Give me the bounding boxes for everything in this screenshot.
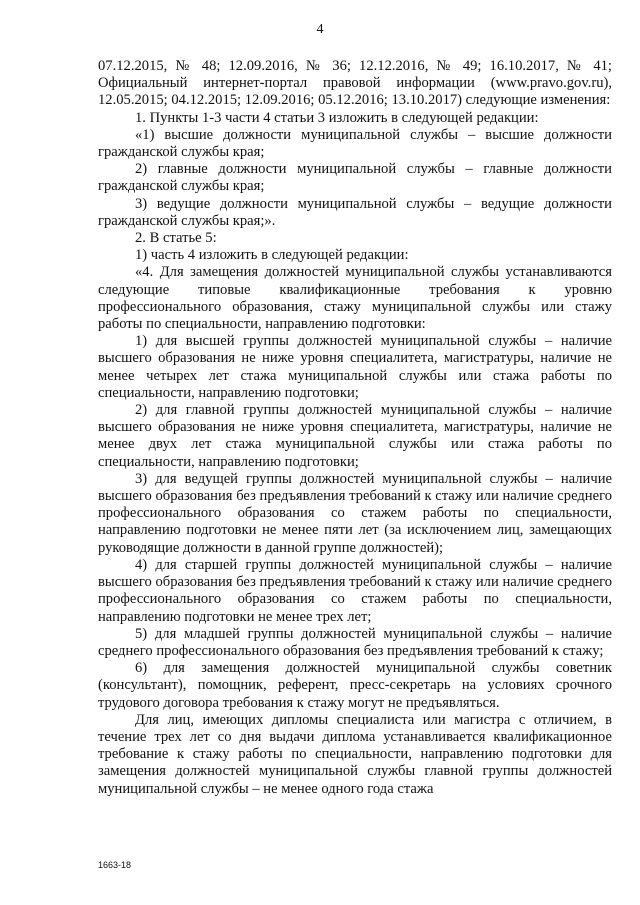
page-number: 4 <box>316 22 324 37</box>
paragraph: 1) часть 4 изложить в следующей редакции: <box>135 247 409 264</box>
paragraph: 07.12.2015, № 48; 12.09.2016, № 36; 12.12.2016, № 49; 16.10.2017, № 41; Официальный интернет-портал правовой информации (www.pravo.gov.ru), 12.05.2015; 04.12.2015; 12.09.2016; 05.12.2016; 13.10.2017) следующие изменения: <box>98 58 612 109</box>
paragraph: 4) для старшей группы должностей муниципальной службы – наличие высшего образования без предъявления требований к стажу или наличие среднего профессионального образования со стажем работы по специальности, направлению подготовки не менее трех лет; <box>98 556 612 625</box>
paragraph: 2) главные должности муниципальной службы – главные должности гражданской службы края; <box>98 161 612 195</box>
paragraph: 3) для ведущей группы должностей муниципальной службы – наличие высшего образования без предъявления требований к стажу или наличие среднего профессионального образования со стажем работы по специальности, направлению подготовки не менее пяти лет (за исключением лиц, замещающих руководящие должности в данной группе должностей); <box>98 470 612 556</box>
paragraph: 1) для высшей группы должностей муниципальной службы – наличие высшего образования не ниже уровня специалитета, магистратуры, наличие не менее четырех лет стажа муниципальной службы или стажа работы по специальности, направлению подготовки; <box>98 333 612 401</box>
document-body <box>98 58 612 798</box>
paragraph: 3) ведущие должности муниципальной службы – ведущие должности гражданской службы края;». <box>98 195 612 229</box>
paragraph: Для лиц, имеющих дипломы специалиста или магистра с отличием, в течение трех лет со дня выдачи диплома устанавливается квалификационное требование к стажу работы по специальности, направлению подготовки для замещения должностей муниципальной службы главной группы должностей муниципальной службы – не менее одного года стажа <box>98 711 612 797</box>
paragraph: 6) для замещения должностей муниципальной службы советник (консультант), помощник, референт, пресс-секретарь на условиях срочного трудового договора требования к стажу могут не предъявляться. <box>98 660 612 711</box>
paragraph: 1. Пункты 1-3 части 4 статьи 3 изложить в следующей редакции: <box>135 109 539 126</box>
paragraph: 2. В статье 5: <box>135 230 217 247</box>
paragraph: «4. Для замещения должностей муниципальной службы устанавливаются следующие типовые квалификационные требования к уровню профессионального образования, стажу муниципальной службы или стажу работы по специальности, направлению подготовки: <box>98 264 612 333</box>
paragraph: 5) для младшей группы должностей муниципальной службы – наличие среднего профессионального образования без предъявления требований к стажу; <box>98 625 612 659</box>
footer-document-code: 1663-18 <box>98 860 132 870</box>
paragraph: 2) для главной группы должностей муниципальной службы – наличие высшего образования не ниже уровня специалитета, магистратуры, наличие не менее двух лет стажа муниципальной службы или стажа работы по специальности, направлению подготовки; <box>98 402 612 470</box>
paragraph: «1) высшие должности муниципальной службы – высшие должности гражданской службы края; <box>98 126 612 161</box>
